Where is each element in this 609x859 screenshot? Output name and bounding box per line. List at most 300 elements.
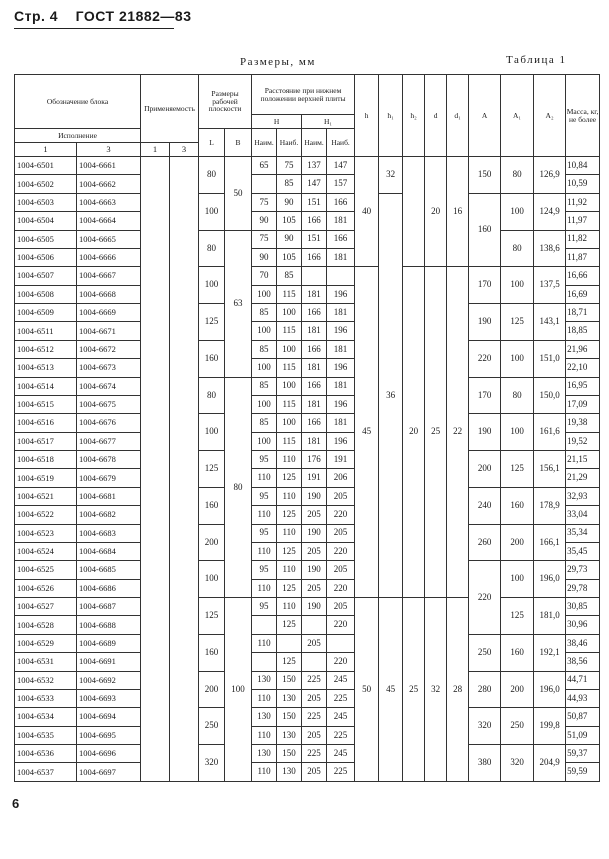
cell-A2: 196,0	[534, 671, 566, 708]
cell-A2: 137,5	[534, 267, 566, 304]
cell-variant-1: 1004-6529	[15, 634, 77, 652]
table-row	[15, 561, 600, 579]
cell-H-min: 100	[252, 285, 277, 303]
cell-h: 40	[355, 157, 379, 267]
cell-mass: 32,93	[566, 487, 600, 505]
col-A: A	[469, 75, 501, 157]
cell-H1-max: 205	[327, 487, 355, 505]
table-row	[15, 230, 600, 248]
cell-H-max: 115	[277, 285, 302, 303]
cell-H1-max: 245	[327, 708, 355, 726]
cell-mass: 44,93	[566, 689, 600, 707]
table-row	[15, 634, 600, 652]
cell-H-max	[277, 634, 302, 652]
cell-H-min: 85	[252, 340, 277, 358]
cell-H1-min: 137	[302, 157, 327, 175]
cell-variant-3: 1004-6684	[77, 542, 141, 560]
cell-A1: 80	[501, 377, 534, 414]
cell-variant-3: 1004-6685	[77, 561, 141, 579]
cell-H-max: 115	[277, 359, 302, 377]
cell-A: 280	[469, 671, 501, 708]
cell-H-min: 110	[252, 469, 277, 487]
cell-A1: 100	[501, 340, 534, 377]
table-row	[15, 524, 600, 542]
cell-d1: 28	[447, 598, 469, 782]
cell-variant-1: 1004-6516	[15, 414, 77, 432]
cell-H1-min: 190	[302, 598, 327, 616]
cell-A: 190	[469, 304, 501, 341]
cell-variant-3: 1004-6668	[77, 285, 141, 303]
cell-variant-3: 1004-6669	[77, 304, 141, 322]
cell-H-min: 85	[252, 377, 277, 395]
cell-H-min: 95	[252, 451, 277, 469]
cell-A1: 200	[501, 524, 534, 561]
cell-L: 100	[199, 561, 225, 598]
cell-A2: 161,6	[534, 414, 566, 451]
cell-mass: 21,96	[566, 340, 600, 358]
cell-H-min: 130	[252, 708, 277, 726]
col-H: H	[252, 115, 302, 129]
cell-H-min: 75	[252, 230, 277, 248]
table-row	[15, 671, 600, 689]
cell-variant-1: 1004-6519	[15, 469, 77, 487]
cell-H1-min: 190	[302, 524, 327, 542]
table-row	[15, 598, 600, 616]
cell-variant-1: 1004-6507	[15, 267, 77, 285]
cell-H-max: 105	[277, 212, 302, 230]
cell-H1-max: 205	[327, 561, 355, 579]
col-mass: Масса, кг, не более	[566, 75, 600, 157]
cell-H-max: 115	[277, 432, 302, 450]
cell-H1-max: 196	[327, 395, 355, 413]
cell-H-max: 90	[277, 193, 302, 211]
cell-variant-1: 1004-6503	[15, 193, 77, 211]
cell-variant-3: 1004-6681	[77, 487, 141, 505]
cell-A2: 192,1	[534, 634, 566, 671]
table-row	[15, 414, 600, 432]
cell-variant-3: 1004-6682	[77, 506, 141, 524]
cell-A: 170	[469, 267, 501, 304]
cell-H-min: 110	[252, 542, 277, 560]
cell-H-max: 115	[277, 322, 302, 340]
cell-H-min: 130	[252, 745, 277, 763]
cell-H1-min: 205	[302, 579, 327, 597]
cell-H1-min: 166	[302, 212, 327, 230]
cell-A: 240	[469, 487, 501, 524]
cell-mass: 11,92	[566, 193, 600, 211]
cell-H-min: 110	[252, 634, 277, 652]
cell-H-max: 100	[277, 377, 302, 395]
cell-variant-3: 1004-6688	[77, 616, 141, 634]
cell-H-max: 130	[277, 689, 302, 707]
table-row	[15, 487, 600, 505]
cell-mass: 22,10	[566, 359, 600, 377]
cell-A1: 200	[501, 671, 534, 708]
cell-H1-max: 220	[327, 542, 355, 560]
cell-variant-1: 1004-6501	[15, 157, 77, 175]
cell-H1-min: 190	[302, 487, 327, 505]
cell-mass: 38,56	[566, 653, 600, 671]
col-h: h	[355, 75, 379, 157]
cell-H1-min: 191	[302, 469, 327, 487]
cell-A: 380	[469, 745, 501, 782]
table-row	[15, 745, 600, 763]
cell-H1-max: 196	[327, 359, 355, 377]
cell-mass: 51,09	[566, 726, 600, 744]
cell-A2: 196,0	[534, 561, 566, 598]
cell-A: 150	[469, 157, 501, 194]
cell-h1: 32	[379, 157, 403, 194]
cell-mass: 18,85	[566, 322, 600, 340]
table-row	[15, 377, 600, 395]
cell-A: 260	[469, 524, 501, 561]
cell-application-3	[170, 157, 199, 782]
cell-h1: 36	[379, 193, 403, 597]
cell-A2: 204,9	[534, 745, 566, 782]
cell-H1-max: 181	[327, 414, 355, 432]
cell-H1-min: 181	[302, 395, 327, 413]
cell-A: 220	[469, 561, 501, 635]
cell-variant-1: 1004-6505	[15, 230, 77, 248]
cell-H-max: 115	[277, 395, 302, 413]
cell-variant-1: 1004-6511	[15, 322, 77, 340]
cell-mass: 11,82	[566, 230, 600, 248]
cell-H1-min: 151	[302, 193, 327, 211]
cell-mass: 10,84	[566, 157, 600, 175]
cell-variant-3: 1004-6694	[77, 708, 141, 726]
cell-variant-1: 1004-6518	[15, 451, 77, 469]
cell-A: 200	[469, 451, 501, 488]
cell-L: 160	[199, 340, 225, 377]
cell-H-max: 75	[277, 157, 302, 175]
cell-H-min: 100	[252, 322, 277, 340]
cell-variant-3: 1004-6686	[77, 579, 141, 597]
cell-H-max: 110	[277, 561, 302, 579]
cell-H-min: 70	[252, 267, 277, 285]
cell-mass: 33,04	[566, 506, 600, 524]
cell-variant-1: 1004-6512	[15, 340, 77, 358]
cell-h1: 45	[379, 598, 403, 782]
cell-mass: 16,69	[566, 285, 600, 303]
cell-mass: 19,52	[566, 432, 600, 450]
cell-H1-max	[327, 267, 355, 285]
cell-H1-max: 157	[327, 175, 355, 193]
cell-H-max: 125	[277, 542, 302, 560]
table-body	[15, 157, 600, 782]
cell-A: 320	[469, 708, 501, 745]
cell-variant-1: 1004-6502	[15, 175, 77, 193]
cell-A1: 250	[501, 708, 534, 745]
cell-L: 100	[199, 267, 225, 304]
cell-H-max: 130	[277, 763, 302, 782]
cell-d: 20	[425, 157, 447, 267]
cell-H1-max: 196	[327, 285, 355, 303]
cell-h: 50	[355, 598, 379, 782]
cell-H1-min: 205	[302, 689, 327, 707]
col-d: d	[425, 75, 447, 157]
cell-variant-3: 1004-6663	[77, 193, 141, 211]
cell-H-min: 85	[252, 414, 277, 432]
cell-H1-max: 181	[327, 304, 355, 322]
cell-L: 320	[199, 745, 225, 782]
table-row	[15, 451, 600, 469]
cell-A: 160	[469, 193, 501, 267]
cell-variant-1: 1004-6514	[15, 377, 77, 395]
cell-variant-1: 1004-6522	[15, 506, 77, 524]
cell-H-min: 95	[252, 561, 277, 579]
cell-mass: 30,96	[566, 616, 600, 634]
cell-B: 50	[225, 157, 252, 231]
cell-mass: 30,85	[566, 598, 600, 616]
cell-H1-max: 181	[327, 248, 355, 266]
cell-A1: 160	[501, 634, 534, 671]
col-h1: h₁	[379, 75, 403, 157]
table-row	[15, 304, 600, 322]
cell-mass: 29,78	[566, 579, 600, 597]
cell-H1-min: 181	[302, 322, 327, 340]
cell-H1-min: 225	[302, 708, 327, 726]
cell-variant-1: 1004-6513	[15, 359, 77, 377]
cell-variant-1: 1004-6535	[15, 726, 77, 744]
cell-mass: 21,15	[566, 451, 600, 469]
cell-mass: 19,38	[566, 414, 600, 432]
cell-H-max: 100	[277, 304, 302, 322]
cell-mass: 21,29	[566, 469, 600, 487]
col-variant: Исполнение	[15, 129, 141, 143]
cell-H-max: 125	[277, 579, 302, 597]
col-h2: h₂	[403, 75, 425, 157]
cell-variant-3: 1004-6664	[77, 212, 141, 230]
cell-mass: 59,59	[566, 763, 600, 782]
cell-H1-max: 225	[327, 763, 355, 782]
cell-mass: 10,59	[566, 175, 600, 193]
cell-variant-1: 1004-6531	[15, 653, 77, 671]
col-application: Применяемость	[141, 75, 199, 143]
cell-H1-min: 166	[302, 248, 327, 266]
cell-mass: 16,95	[566, 377, 600, 395]
cell-A2: 181,0	[534, 598, 566, 635]
cell-application-1	[141, 157, 170, 782]
cell-variant-1: 1004-6509	[15, 304, 77, 322]
cell-H1-min	[302, 267, 327, 285]
cell-mass: 17,09	[566, 395, 600, 413]
cell-variant-3: 1004-6692	[77, 671, 141, 689]
cell-variant-3: 1004-6677	[77, 432, 141, 450]
table-label: Таблица 1	[506, 54, 567, 66]
cell-A1: 100	[501, 414, 534, 451]
cell-variant-3: 1004-6697	[77, 763, 141, 782]
cell-H1-max: 206	[327, 469, 355, 487]
cell-H-max: 125	[277, 653, 302, 671]
cell-A1: 125	[501, 304, 534, 341]
cell-L: 80	[199, 377, 225, 414]
cell-mass: 11,97	[566, 212, 600, 230]
cell-variant-1: 1004-6534	[15, 708, 77, 726]
cell-H-min: 65	[252, 157, 277, 175]
cell-variant-3: 1004-6691	[77, 653, 141, 671]
cell-variant-3: 1004-6676	[77, 414, 141, 432]
cell-A1: 80	[501, 157, 534, 194]
cell-variant-1: 1004-6527	[15, 598, 77, 616]
page-header	[14, 8, 192, 24]
dimensions-caption: Размеры, мм	[240, 56, 316, 68]
cell-variant-3: 1004-6679	[77, 469, 141, 487]
col-H1: H₁	[302, 115, 355, 129]
col-variant-3: 3	[77, 143, 141, 157]
col-A2: A₂	[534, 75, 566, 157]
cell-H1-max: 220	[327, 579, 355, 597]
cell-L: 80	[199, 230, 225, 267]
cell-H-max: 110	[277, 487, 302, 505]
cell-H-max: 130	[277, 726, 302, 744]
cell-A2: 138,6	[534, 230, 566, 267]
cell-H-max: 125	[277, 506, 302, 524]
cell-H-min: 110	[252, 689, 277, 707]
cell-H-min: 95	[252, 598, 277, 616]
col-A1: A₁	[501, 75, 534, 157]
col-block: Обозначение блока	[15, 75, 141, 129]
table-row	[15, 708, 600, 726]
cell-variant-3: 1004-6671	[77, 322, 141, 340]
cell-H-max: 100	[277, 414, 302, 432]
cell-H1-max: 166	[327, 230, 355, 248]
cell-variant-3: 1004-6667	[77, 267, 141, 285]
cell-H-min: 100	[252, 359, 277, 377]
cell-variant-3: 1004-6662	[77, 175, 141, 193]
cell-variant-3: 1004-6675	[77, 395, 141, 413]
cell-H1-max: 147	[327, 157, 355, 175]
cell-variant-1: 1004-6526	[15, 579, 77, 597]
cell-H1-max: 181	[327, 212, 355, 230]
cell-H1-min: 205	[302, 634, 327, 652]
cell-H-min: 85	[252, 304, 277, 322]
page-label: Стр. 4	[14, 8, 59, 24]
cell-variant-1: 1004-6508	[15, 285, 77, 303]
cell-A1: 320	[501, 745, 534, 782]
cell-mass: 50,87	[566, 708, 600, 726]
cell-h2	[403, 157, 425, 267]
cell-A: 170	[469, 377, 501, 414]
cell-H1-max: 191	[327, 451, 355, 469]
cell-H-min: 110	[252, 579, 277, 597]
cell-h2: 20	[403, 267, 425, 598]
cell-H-min: 100	[252, 395, 277, 413]
col-H-min: Наим.	[252, 129, 277, 157]
page-number: 6	[12, 796, 20, 811]
cell-H-max: 100	[277, 340, 302, 358]
col-d1: d₁	[447, 75, 469, 157]
cell-H1-min: 190	[302, 561, 327, 579]
cell-variant-1: 1004-6506	[15, 248, 77, 266]
cell-H-max: 150	[277, 708, 302, 726]
table-row	[15, 340, 600, 358]
cell-H1-max: 181	[327, 377, 355, 395]
header-underline	[14, 28, 174, 29]
cell-H1-max: 245	[327, 745, 355, 763]
cell-L: 250	[199, 708, 225, 745]
cell-mass: 18,71	[566, 304, 600, 322]
col-H1-max: Наиб.	[327, 129, 355, 157]
col-work-surface: Размеры рабочей плоскости	[199, 75, 252, 129]
col-B: B	[225, 129, 252, 157]
cell-variant-1: 1004-6525	[15, 561, 77, 579]
cell-H-max: 110	[277, 524, 302, 542]
cell-variant-1: 1004-6536	[15, 745, 77, 763]
col-L: L	[199, 129, 225, 157]
cell-A2: 178,9	[534, 487, 566, 524]
cell-L: 200	[199, 671, 225, 708]
table-row	[15, 267, 600, 285]
cell-H-max: 110	[277, 451, 302, 469]
cell-H1-max: 225	[327, 689, 355, 707]
cell-H1-max: 205	[327, 598, 355, 616]
cell-variant-3: 1004-6683	[77, 524, 141, 542]
cell-variant-1: 1004-6523	[15, 524, 77, 542]
cell-A1: 100	[501, 267, 534, 304]
cell-variant-1: 1004-6504	[15, 212, 77, 230]
col-distance: Расстояние при нижнем положении верхней плиты	[252, 75, 355, 115]
cell-H1-max: 181	[327, 340, 355, 358]
col-app-3: 3	[170, 143, 199, 157]
cell-A1: 100	[501, 561, 534, 598]
cell-A2: 166,1	[534, 524, 566, 561]
cell-H1-min: 181	[302, 359, 327, 377]
cell-L: 125	[199, 451, 225, 488]
cell-H1-min: 181	[302, 285, 327, 303]
cell-A: 220	[469, 340, 501, 377]
cell-variant-3: 1004-6687	[77, 598, 141, 616]
cell-H-min: 110	[252, 506, 277, 524]
cell-variant-1: 1004-6533	[15, 689, 77, 707]
cell-H-min: 110	[252, 763, 277, 782]
cell-H1-min: 205	[302, 542, 327, 560]
cell-mass: 35,34	[566, 524, 600, 542]
cell-B: 80	[225, 377, 252, 598]
cell-mass: 16,66	[566, 267, 600, 285]
cell-H-max: 85	[277, 267, 302, 285]
cell-H1-min: 151	[302, 230, 327, 248]
cell-H1-min: 147	[302, 175, 327, 193]
cell-L: 100	[199, 414, 225, 451]
cell-H1-min: 225	[302, 745, 327, 763]
cell-H1-min: 225	[302, 671, 327, 689]
cell-H-min	[252, 175, 277, 193]
cell-H1-max: 220	[327, 506, 355, 524]
cell-L: 100	[199, 193, 225, 230]
cell-H-max: 150	[277, 745, 302, 763]
cell-H1-max: 245	[327, 671, 355, 689]
table-row	[15, 193, 600, 211]
cell-H1-min: 205	[302, 506, 327, 524]
cell-B: 63	[225, 230, 252, 377]
cell-h2: 25	[403, 598, 425, 782]
cell-H-min: 90	[252, 212, 277, 230]
cell-H1-max: 205	[327, 524, 355, 542]
cell-H1-min	[302, 653, 327, 671]
cell-A2: 124,9	[534, 193, 566, 230]
col-app-1: 1	[141, 143, 170, 157]
cell-d1: 22	[447, 267, 469, 598]
cell-H1-min: 166	[302, 340, 327, 358]
cell-H1-min: 205	[302, 763, 327, 782]
cell-A2: 143,1	[534, 304, 566, 341]
cell-H-max: 125	[277, 469, 302, 487]
cell-variant-1: 1004-6532	[15, 671, 77, 689]
cell-H-max: 110	[277, 598, 302, 616]
cell-H-min: 90	[252, 248, 277, 266]
cell-H-min	[252, 616, 277, 634]
cell-H-min: 100	[252, 432, 277, 450]
